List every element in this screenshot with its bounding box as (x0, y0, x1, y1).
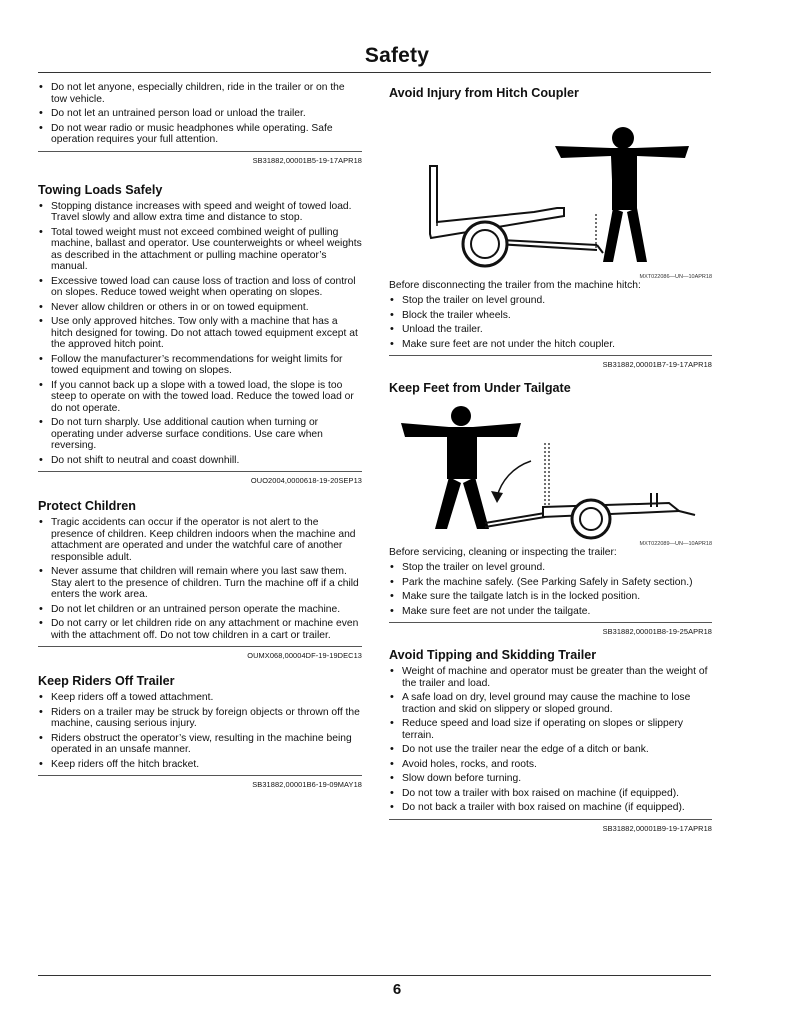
section-heading: Keep Riders Off Trailer (38, 674, 175, 688)
list-item: • Do not tow a trailer with box raised on machine (if equipped). (389, 788, 712, 800)
reference-code: SB31882,00001B7-19-17APR18 (602, 360, 712, 369)
hitch-coupler-figure (389, 104, 712, 280)
section-intro (38, 82, 362, 165)
list-item: • Keep riders off a towed attachment. (38, 692, 362, 704)
children-bullet-list (38, 517, 362, 641)
section-hitch (389, 86, 712, 369)
figure-code: MXT022089—UN—10APR18 (639, 541, 712, 547)
list-item: • Do not carry or let children ride on any attachment or machine even with the attachment off. Do not tow children in a cart or trailer. (38, 618, 362, 641)
towing-bullet-list (38, 201, 362, 467)
left-column (38, 82, 362, 789)
reference-code: SB31882,00001B8-19-25APR18 (602, 627, 712, 636)
list-item: • Stop the trailer on level ground. (389, 562, 712, 574)
list-item: • Slow down before turning. (389, 773, 712, 785)
list-item: • Avoid holes, rocks, and roots. (389, 759, 712, 771)
list-item: • Do not turn sharply. Use additional caution when turning or operating under adverse surface conditions. Use care when reversing. (38, 417, 362, 452)
reference-code: SB31882,00001B9-19-17APR18 (602, 823, 712, 833)
hitch-bullet-list (389, 295, 712, 350)
list-item: • Keep riders off the hitch bracket. (38, 759, 362, 771)
section-divider (389, 622, 712, 623)
reference-code: SB31882,00001B6-19-09MAY18 (252, 780, 362, 789)
page-title: Safety (364, 44, 430, 67)
list-item: • If you cannot back up a slope with a towed load, the slope is too steep to operate on with the towed load. Reduce the towed load or do not operate. (38, 380, 362, 415)
list-item: • Make sure feet are not under the tailgate. (389, 606, 712, 618)
list-item: • Tragic accidents can occur if the operator is not alert to the presence of children. Keep children indoors when the machine and attachment are operated and under the watchful care of another responsible adult. (38, 517, 362, 563)
list-item: • Block the trailer wheels. (389, 310, 712, 322)
section-heading: Protect Children (38, 499, 136, 513)
list-item: • Total towed weight must not exceed combined weight of pulling machine, ballast and operator. Use counterweights or wheel weights as described in the attachment or pulling machine operator’s manual. (38, 227, 362, 273)
section-towing (38, 183, 362, 486)
section-divider (38, 151, 362, 152)
list-item: • Do not shift to neutral and coast downhill. (38, 455, 362, 467)
tailgate-illustration (389, 399, 712, 547)
list-item: • Stop the trailer on level ground. (389, 295, 712, 307)
reference-code: SB31882,00001B5-19-17APR18 (252, 155, 362, 165)
list-item: • Do not let an untrained person load or unload the trailer. (38, 108, 362, 120)
section-intro-text: Before disconnecting the trailer from the machine hitch: (389, 280, 641, 291)
section-heading: Avoid Injury from Hitch Coupler (389, 86, 579, 100)
list-item: • Stopping distance increases with speed and weight of towed load. Travel slowly and allow extra time and distance to stop. (38, 201, 362, 224)
page-number: 6 (392, 981, 402, 998)
list-item: • A safe load on dry, level ground may cause the machine to lose traction and skid on slippery or sloped ground. (389, 692, 712, 715)
section-divider (389, 819, 712, 820)
section-children (38, 499, 362, 660)
tailgate-bullet-list (389, 562, 712, 617)
section-heading: Avoid Tipping and Skidding Trailer (389, 648, 597, 662)
list-item: • Use only approved hitches. Tow only with a machine that has a hitch designed for towing. Do not attach towed equipment except at the approved hitch point. (38, 316, 362, 351)
list-item: • Riders obstruct the operator’s view, resulting in the machine being operated in an unsafe manner. (38, 733, 362, 756)
list-item: • Follow the manufacturer’s recommendations for weight limits for towed equipment and towing on slopes. (38, 354, 362, 377)
reference-code: OUMX068,00004DF-19-19DEC13 (247, 651, 362, 660)
section-tipping (389, 648, 712, 833)
list-item: • Make sure the tailgate latch is in the locked position. (389, 591, 712, 603)
right-column (389, 82, 712, 833)
section-divider (389, 355, 712, 356)
riders-bullet-list (38, 692, 362, 770)
section-divider (38, 471, 362, 472)
list-item: • Do not wear radio or music headphones while operating. Safe operation requires your full attention. (38, 123, 362, 146)
intro-bullet-list (38, 82, 362, 146)
figure-code: MXT022086—UN—10APR18 (639, 274, 712, 280)
list-item: • Do not back a trailer with box raised on machine (if equipped). (389, 802, 712, 814)
list-item: • Never allow children or others in or on towed equipment. (38, 302, 362, 314)
list-item: • Weight of machine and operator must be greater than the weight of the trailer and load. (389, 666, 712, 689)
section-heading: Towing Loads Safely (38, 182, 163, 197)
section-divider (38, 646, 362, 647)
list-item: • Reduce speed and load size if operating on slopes or slippery terrain. (389, 718, 712, 741)
list-item: • Do not let children or an untrained person operate the machine. (38, 604, 362, 616)
reference-code: OUO2004,0000618-19-20SEP13 (250, 476, 362, 485)
list-item: • Do not let anyone, especially children, ride in the trailer or on the tow vehicle. (38, 82, 362, 105)
hitch-coupler-illustration (389, 104, 712, 280)
section-riders (38, 674, 362, 789)
section-heading: Keep Feet from Under Tailgate (389, 381, 571, 395)
list-item: • Riders on a trailer may be struck by foreign objects or thrown off the machine, causing serious injury. (38, 707, 362, 730)
section-intro-text: Before servicing, cleaning or inspecting the trailer: (389, 547, 617, 558)
list-item: • Unload the trailer. (389, 324, 712, 336)
tipping-bullet-list (389, 666, 712, 814)
section-tailgate (389, 381, 712, 636)
title-divider (38, 72, 711, 73)
footer-divider (38, 975, 711, 976)
list-item: • Never assume that children will remain where you last saw them. Stay alert to the presence of children. Turn the machine off if a child enters the work area. (38, 566, 362, 601)
tailgate-figure (389, 399, 712, 547)
list-item: • Excessive towed load can cause loss of traction and loss of control on slopes. Reduce towed weight when operating on slopes. (38, 276, 362, 299)
list-item: • Do not use the trailer near the edge of a ditch or bank. (389, 744, 712, 756)
section-divider (38, 775, 362, 776)
list-item: • Park the machine safely. (See Parking Safely in Safety section.) (389, 577, 712, 589)
list-item: • Make sure feet are not under the hitch coupler. (389, 339, 712, 351)
